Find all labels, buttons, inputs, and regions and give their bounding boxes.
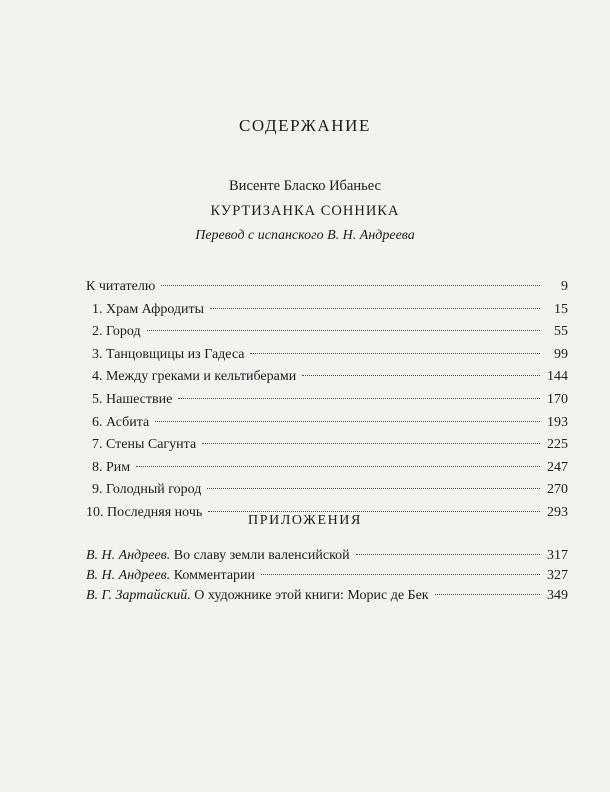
toc-entry[interactable] xyxy=(86,434,568,457)
toc-entry-page: 193 xyxy=(547,414,568,430)
dot-leader xyxy=(161,285,540,286)
toc-entry[interactable] xyxy=(86,321,568,344)
dot-leader xyxy=(210,308,540,309)
toc-entry-label: 1. Храм Афродиты xyxy=(92,301,205,317)
appendix-entry-page: 317 xyxy=(547,548,568,563)
dot-leader xyxy=(302,375,540,376)
appendix-entry-page: 349 xyxy=(547,588,568,603)
appendix-entry[interactable] xyxy=(86,546,568,566)
dot-leader xyxy=(136,466,540,467)
appendix-entry-author: В. Н. Андреев. xyxy=(86,548,171,563)
toc-entry-label: 5. Нашествие xyxy=(92,391,173,407)
contents-heading: СОДЕРЖАНИЕ xyxy=(238,116,372,135)
appendix-entry-title: О художнике этой книги: Морис де Бек xyxy=(194,588,429,603)
toc-entry[interactable] xyxy=(86,366,568,389)
book-title: КУРТИЗАНКА СОННИКА xyxy=(210,203,400,219)
toc-main-list xyxy=(86,276,568,525)
toc-entry[interactable] xyxy=(86,412,568,435)
dot-leader xyxy=(261,574,540,575)
toc-entry-page: 144 xyxy=(547,369,568,385)
dot-leader xyxy=(178,398,540,399)
appendix-entry-text xyxy=(86,546,350,566)
appendix-entry-page: 327 xyxy=(547,568,568,583)
toc-entry-page: 99 xyxy=(554,346,568,362)
appendix-entry-title: Во славу земли валенсийской xyxy=(173,548,350,563)
appendix-entry-text xyxy=(86,566,255,586)
dot-leader xyxy=(435,594,540,595)
toc-entry-page: 270 xyxy=(547,482,568,498)
toc-entry[interactable] xyxy=(86,344,568,367)
toc-entry[interactable] xyxy=(86,299,568,322)
toc-entry-label: 9. Голодный город xyxy=(92,482,202,498)
toc-entry[interactable] xyxy=(86,457,568,480)
translation-credit: Перевод с испанского В. Н. Андреева xyxy=(195,228,415,243)
toc-entry-page: 225 xyxy=(547,437,568,453)
toc-entry[interactable] xyxy=(86,479,568,502)
dot-leader xyxy=(155,421,540,422)
toc-entry-page: 247 xyxy=(547,459,568,475)
toc-entry-page: 9 xyxy=(561,279,568,294)
toc-entry-page: 15 xyxy=(554,301,568,317)
dot-leader xyxy=(202,443,540,444)
appendix-entry-text xyxy=(86,586,429,606)
toc-entry-page: 55 xyxy=(554,324,568,340)
dot-leader xyxy=(250,353,540,354)
toc-entry-label: 10. Последняя ночь xyxy=(86,504,203,520)
toc-entry[interactable] xyxy=(86,276,568,299)
toc-entry-label: 2. Город xyxy=(92,324,141,340)
toc-entry-label: 8. Рим xyxy=(92,459,131,475)
toc-appendix-list xyxy=(86,546,568,606)
toc-entry-page: 293 xyxy=(547,504,568,520)
dot-leader xyxy=(356,554,540,555)
toc-entry-label: 4. Между греками и кельтиберами xyxy=(92,369,297,385)
appendix-entry[interactable] xyxy=(86,586,568,606)
dot-leader xyxy=(207,488,540,489)
dot-leader xyxy=(208,511,540,512)
toc-entry-label: К читателю xyxy=(86,279,156,294)
toc-entry-page: 170 xyxy=(547,391,568,407)
dot-leader xyxy=(147,330,540,331)
toc-entry[interactable] xyxy=(86,389,568,412)
appendix-heading: ПРИЛОЖЕНИЯ xyxy=(248,513,362,528)
toc-entry-label: 7. Стены Сагунта xyxy=(92,437,197,453)
appendix-entry-title: Комментарии xyxy=(173,568,256,583)
toc-entry-label: 6. Асбита xyxy=(92,414,150,430)
appendix-entry[interactable] xyxy=(86,566,568,586)
toc-entry-label: 3. Танцовщицы из Гадеса xyxy=(92,346,245,362)
author-name: Висенте Бласко Ибаньес xyxy=(229,178,381,194)
appendix-entry-author: В. Г. Зартайский. xyxy=(86,588,191,603)
appendix-entry-author: В. Н. Андреев. xyxy=(86,568,171,583)
